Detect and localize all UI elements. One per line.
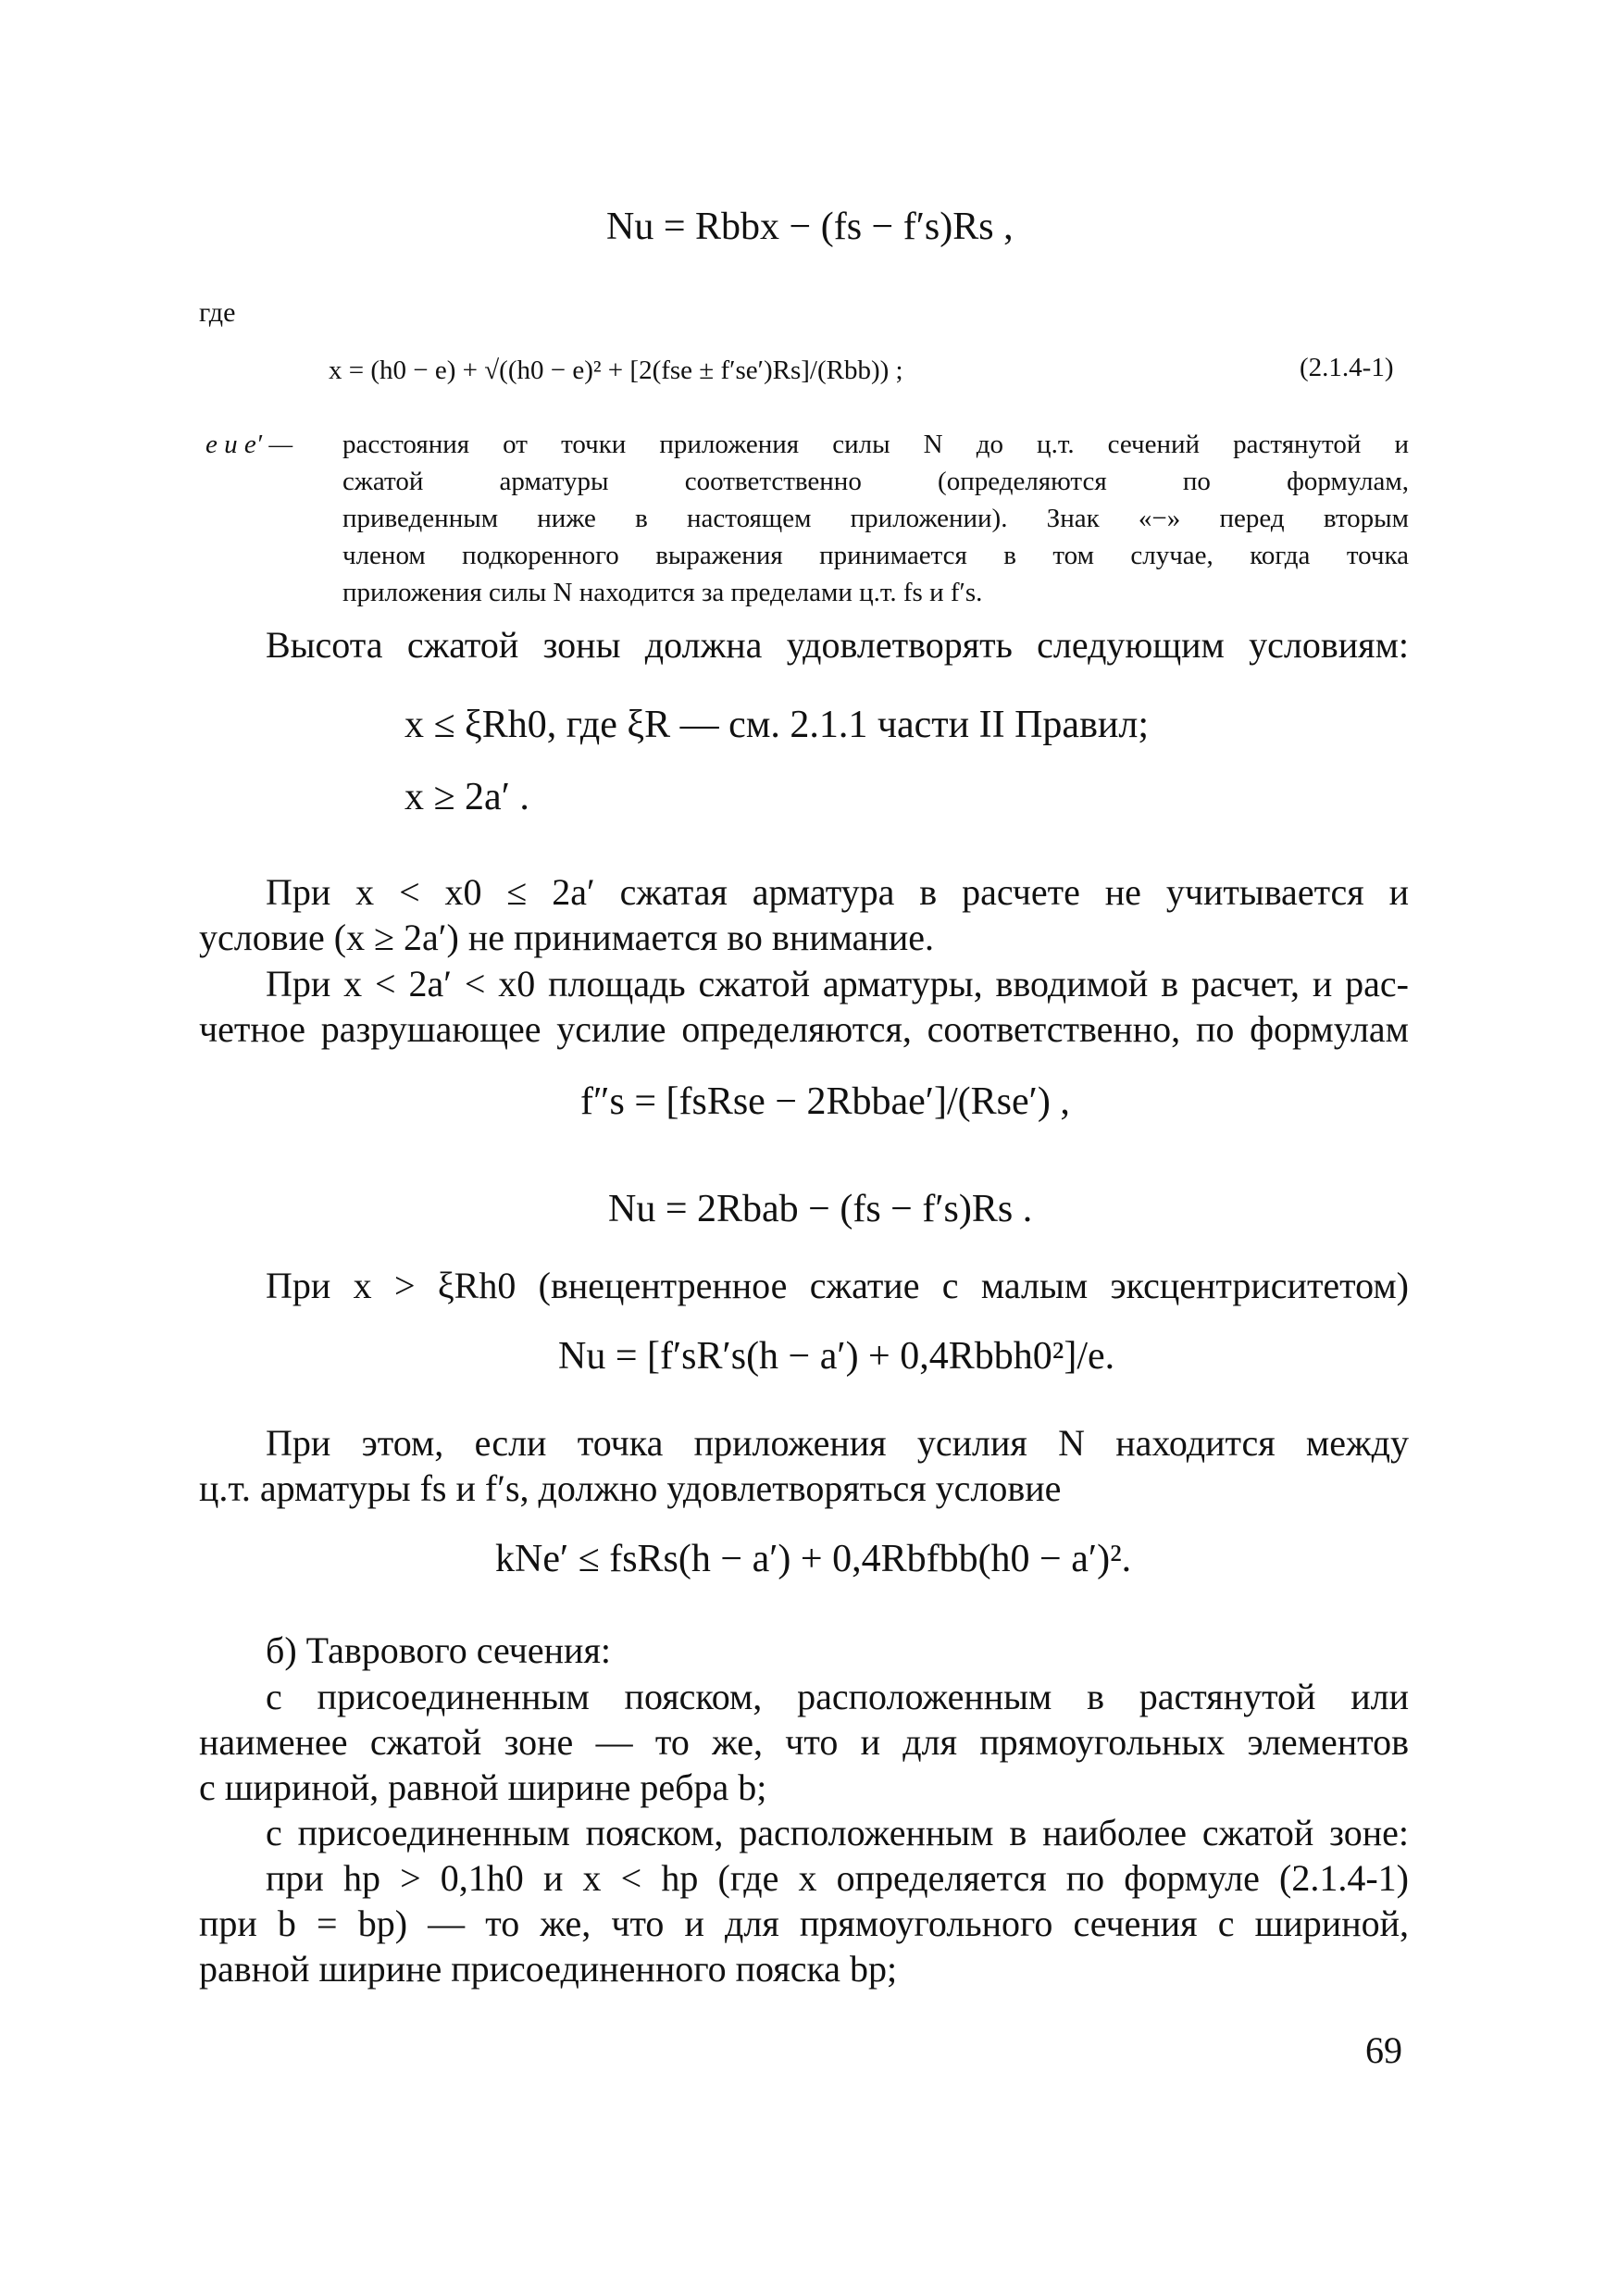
paragraph-9-line-1: при hp > 0,1h0 и x < hp (где x определяется по формуле (2.1.4-1) xyxy=(266,1857,1409,1899)
paragraph-8: с присоединенным пояском, расположенным в наиболее сжатой зоне: xyxy=(266,1812,1409,1853)
definition-term: e и e′ — xyxy=(205,430,293,459)
paragraph-3-line-1: При x < 2a′ < x0 площадь сжатой арматуры, вводимой в расчет, и рас- xyxy=(266,963,1409,1004)
paragraph-9-line-3: равной ширине присоединенного пояска bp; xyxy=(199,1948,898,1990)
formula-kne: kNe′ ≤ fsRs(h − a′) + 0,4Rbfbb(h0 − a′)². xyxy=(495,1538,1132,1580)
paragraph-7-line-1: с присоединенным пояском, расположенным в растянутой или xyxy=(266,1676,1409,1717)
paragraph-9-line-2: при b = bp) — то же, что и для прямоугольного сечения с шириной, xyxy=(199,1903,1409,1944)
definition-line-4: членом подкоренного выражения принимается в том случае, когда точка xyxy=(342,541,1409,570)
paragraph-5-line-1: При этом, если точка приложения усилия N находится между xyxy=(266,1422,1409,1464)
paragraph-5-line-2: ц.т. арматуры fs и f′s, должно удовлетворяться условие xyxy=(199,1467,1062,1509)
definition-line-5: приложения силы N находится за пределами ц.т. fs и f′s. xyxy=(342,578,983,607)
formula-nu-1: Nu = Rbbx − (fs − f′s)Rs , xyxy=(606,206,1014,248)
condition-1: x ≤ ξRh0, где ξR — см. 2.1.1 части II Правил; xyxy=(404,704,1150,746)
formula-label: (2.1.4-1) xyxy=(1300,353,1394,382)
definition-line-3: приведенным ниже в настоящем приложении). Знак «−» перед вторым xyxy=(342,504,1409,533)
condition-2: x ≥ 2a′ . xyxy=(404,776,529,818)
paragraph-4: При x > ξRh0 (внецентренное сжатие с малым эксцентриситетом) xyxy=(266,1265,1409,1306)
definition-line-1: расстояния от точки приложения силы N до ц.т. сечений растянутой и xyxy=(342,430,1409,459)
formula-nu-2: Nu = 2Rbab − (fs − f′s)Rs . xyxy=(608,1188,1033,1230)
definition-line-2: сжатой арматуры соответственно (определяются по формулам, xyxy=(342,467,1409,496)
formula-nu-3: Nu = [f′sR′s(h − a′) + 0,4Rbbh0²]/e. xyxy=(558,1335,1115,1378)
paragraph-1: Высота сжатой зоны должна удовлетворять следующим условиям: xyxy=(266,624,1409,666)
paragraph-7-line-2: наименее сжатой зоне — то же, что и для прямоугольных элементов xyxy=(199,1721,1409,1763)
paragraph-6: б) Таврового сечения: xyxy=(266,1629,611,1671)
gde-label: где xyxy=(199,297,236,328)
page-number: 69 xyxy=(1365,2029,1402,2071)
paragraph-2-line-1: При x < x0 ≤ 2a′ сжатая арматура в расчете не учитывается и xyxy=(266,871,1409,913)
formula-fs-double-prime: f″s = [fsRse − 2Rbbae′]/(Rse′) , xyxy=(580,1080,1070,1123)
paragraph-2-line-2: условие (x ≥ 2a′) не принимается во внимание. xyxy=(199,917,934,958)
paragraph-7-line-3: с шириной, равной ширине ребра b; xyxy=(199,1766,767,1808)
formula-x-definition: x = (h0 − e) + √((h0 − e)² + [2(fse ± f′se′)Rs]/(Rbb)) ; xyxy=(329,356,903,385)
paragraph-3-line-2: четное разрушающее усилие определяются, соответственно, по формулам xyxy=(199,1008,1409,1050)
